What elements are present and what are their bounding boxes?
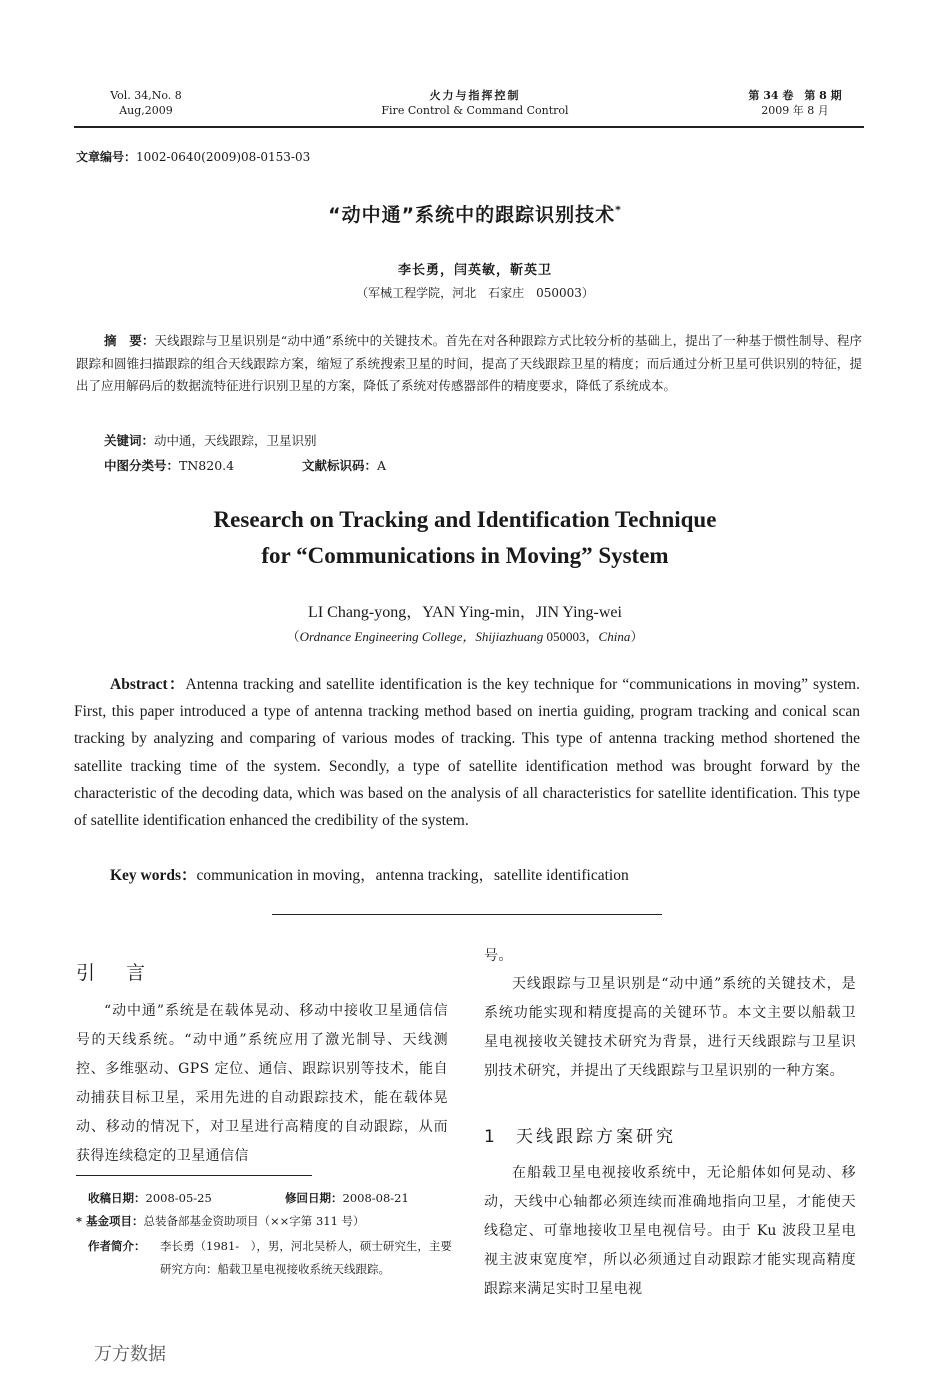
header-right <box>730 88 860 118</box>
continued-text: 号。 <box>484 948 513 964</box>
section-number: 1 <box>484 1127 498 1147</box>
section-heading-intro: 引 言 <box>76 962 152 984</box>
fund-label: * 基金项目： <box>76 1214 144 1228</box>
section-title: 天线跟踪方案研究 <box>516 1127 676 1147</box>
footnote-fund <box>76 1210 452 1233</box>
fund-text: 总装备部基金资助项目（××字第 311 号） <box>143 1214 365 1228</box>
author-bio-label: 作者简介： <box>88 1239 146 1253</box>
affiliation-cn: （军械工程学院，河北 石家庄 050003） <box>356 286 594 300</box>
journal-name-cn: 火力与指挥控制 <box>429 89 521 102</box>
keywords-cn-label: 关键词： <box>104 433 155 448</box>
abstract-separator <box>272 914 662 915</box>
affiliation-en-college: Ordnance Engineering College，Shijiazhuang <box>299 629 544 644</box>
date-en: Aug,2009 <box>119 104 173 117</box>
authors-cn: 李长勇，闫英敏，靳英卫 <box>397 263 552 278</box>
affiliation-en-country: China <box>598 629 631 644</box>
abstract-cn <box>76 330 862 398</box>
article-number <box>76 148 310 165</box>
abstract-cn-text: 天线跟踪与卫星识别是“动中通”系统中的关键技术。首先在对各种跟踪方式比较分析的基础上，提出了一种基于惯性制导、程序跟踪和圆锥扫描跟踪的组合天线跟踪方案，缩短了系统搜索卫星的时间，提高了天线跟踪卫星的精度；而后通过分析卫星可供识别的特征，提出了应用解码后的数据流特征进行识别卫星的方案，降低了系统对传感器部件的精度要求，降低了系统成本。 <box>76 333 862 393</box>
keywords-cn-value: 动中通，天线跟踪，卫星识别 <box>154 433 317 448</box>
received-label: 收稿日期： <box>88 1191 146 1205</box>
footnote-revised <box>285 1187 409 1210</box>
right-paragraph-2: 在船载卫星电视接收系统中，无论船体如何晃动、移动，天线中心轴都必须连续而准确地指向卫星，才能使天线稳定、可靠地接收卫星电视信号。由于 Ku 波段卫星电视主波束宽度窄，所以必须通过自动跟踪才能实现高精度跟踪来满足实时卫星电视 <box>484 1165 856 1297</box>
keywords-en-label: Key words： <box>110 867 197 884</box>
keywords-cn <box>104 430 317 453</box>
footnote-received <box>88 1187 212 1210</box>
abstract-cn-label: 摘 要： <box>104 333 155 348</box>
watermark: 万方数据 <box>94 1344 166 1365</box>
header-left <box>76 88 216 118</box>
document-code-label: 文献标识码： <box>302 458 378 473</box>
intro-paragraph: “动中通”系统是在载体晃动、移动中接收卫星通信信号的天线系统。“动中通”系统应用了激光制导、天线测控、多维驱动、GPS 定位、通信、跟踪识别等技术，能自动捕获目标卫星，采用先进的自动跟踪技术，能在载体晃动、移动的情况下，对卫星进行高精度的自动跟踪，从而获得连续稳定的卫星通信信 <box>76 1003 448 1164</box>
received-date: 2008-05-25 <box>145 1191 212 1205</box>
document-code <box>302 455 386 478</box>
header-rule <box>74 126 864 128</box>
keywords-en-value: communication in moving，antenna tracking，satellite identification <box>196 867 629 884</box>
abstract-en-label: Abstract： <box>110 676 186 693</box>
revised-date: 2008-08-21 <box>342 1191 409 1205</box>
title-en-line-2: for “Communications in Moving” System <box>261 543 669 568</box>
document-code-value: A <box>377 458 387 473</box>
date-cn: 2009 年 8 月 <box>761 104 829 117</box>
volume-number: Vol. 34,No. 8 <box>110 89 182 102</box>
title-footnote-mark: * <box>615 203 622 217</box>
affiliation-en <box>0 626 930 645</box>
footnote-rule <box>76 1175 312 1176</box>
article-number-label: 文章编号： <box>76 150 137 164</box>
affiliation-en-open: （ <box>286 629 300 644</box>
title-en-line-1: Research on Tracking and Identification Technique <box>213 507 717 532</box>
section-heading-1 <box>484 1122 676 1147</box>
article-number-value: 1002-0640(2009)08-0153-03 <box>136 150 311 164</box>
clc-value: TN820.4 <box>179 458 235 473</box>
clc-number <box>104 455 234 478</box>
header-center <box>325 88 625 118</box>
journal-name-en: Fire Control & Command Control <box>381 104 569 117</box>
title-cn <box>0 200 950 227</box>
author-bio-text: 李长勇（1981- ），男，河北吴桥人，硕士研究生，主要研究方向：船载卫星电视接收系统天线跟踪。 <box>160 1239 452 1276</box>
authors-en: LI Chang-yong，YAN Ying-min，JIN Ying-wei <box>308 604 622 621</box>
keywords-en <box>110 862 629 889</box>
affiliation-en-code: 050003， <box>543 629 599 644</box>
volume-cn: 第 34 卷 第 8 期 <box>748 89 842 102</box>
title-cn-text: “动中通”系统中的跟踪识别技术 <box>328 204 616 226</box>
footnote-author <box>88 1235 452 1281</box>
clc-label: 中图分类号： <box>104 458 180 473</box>
revised-label: 修回日期： <box>285 1191 343 1205</box>
abstract-en <box>74 671 860 834</box>
right-paragraph-1: 天线跟踪与卫星识别是“动中通”系统的关键技术，是系统功能实现和精度提高的关键环节。本文主要以船载卫星电视接收关键技术研究为背景，进行天线跟踪与卫星识别技术研究，并提出了天线跟踪与卫星识别的一种方案。 <box>484 976 856 1079</box>
affiliation-en-close: ） <box>630 629 644 644</box>
abstract-en-text: Antenna tracking and satellite identification is the key technique for “communications in moving” system. First, this paper introduced a type of antenna tracking method based on inertia guiding, program tracking and conical scan tracking by analyzing and comparing of various modes of tracking. This type of antenna tracking method shortened the satellite tracking time of the system. Secondly, a type of satellite identification method was brought forward by the characteristic of the decoding data, which was based on the analysis of all characteristics for satellite identification. This type of satellite identification enhanced the credibility of the system. <box>74 676 860 830</box>
title-en <box>0 502 930 574</box>
